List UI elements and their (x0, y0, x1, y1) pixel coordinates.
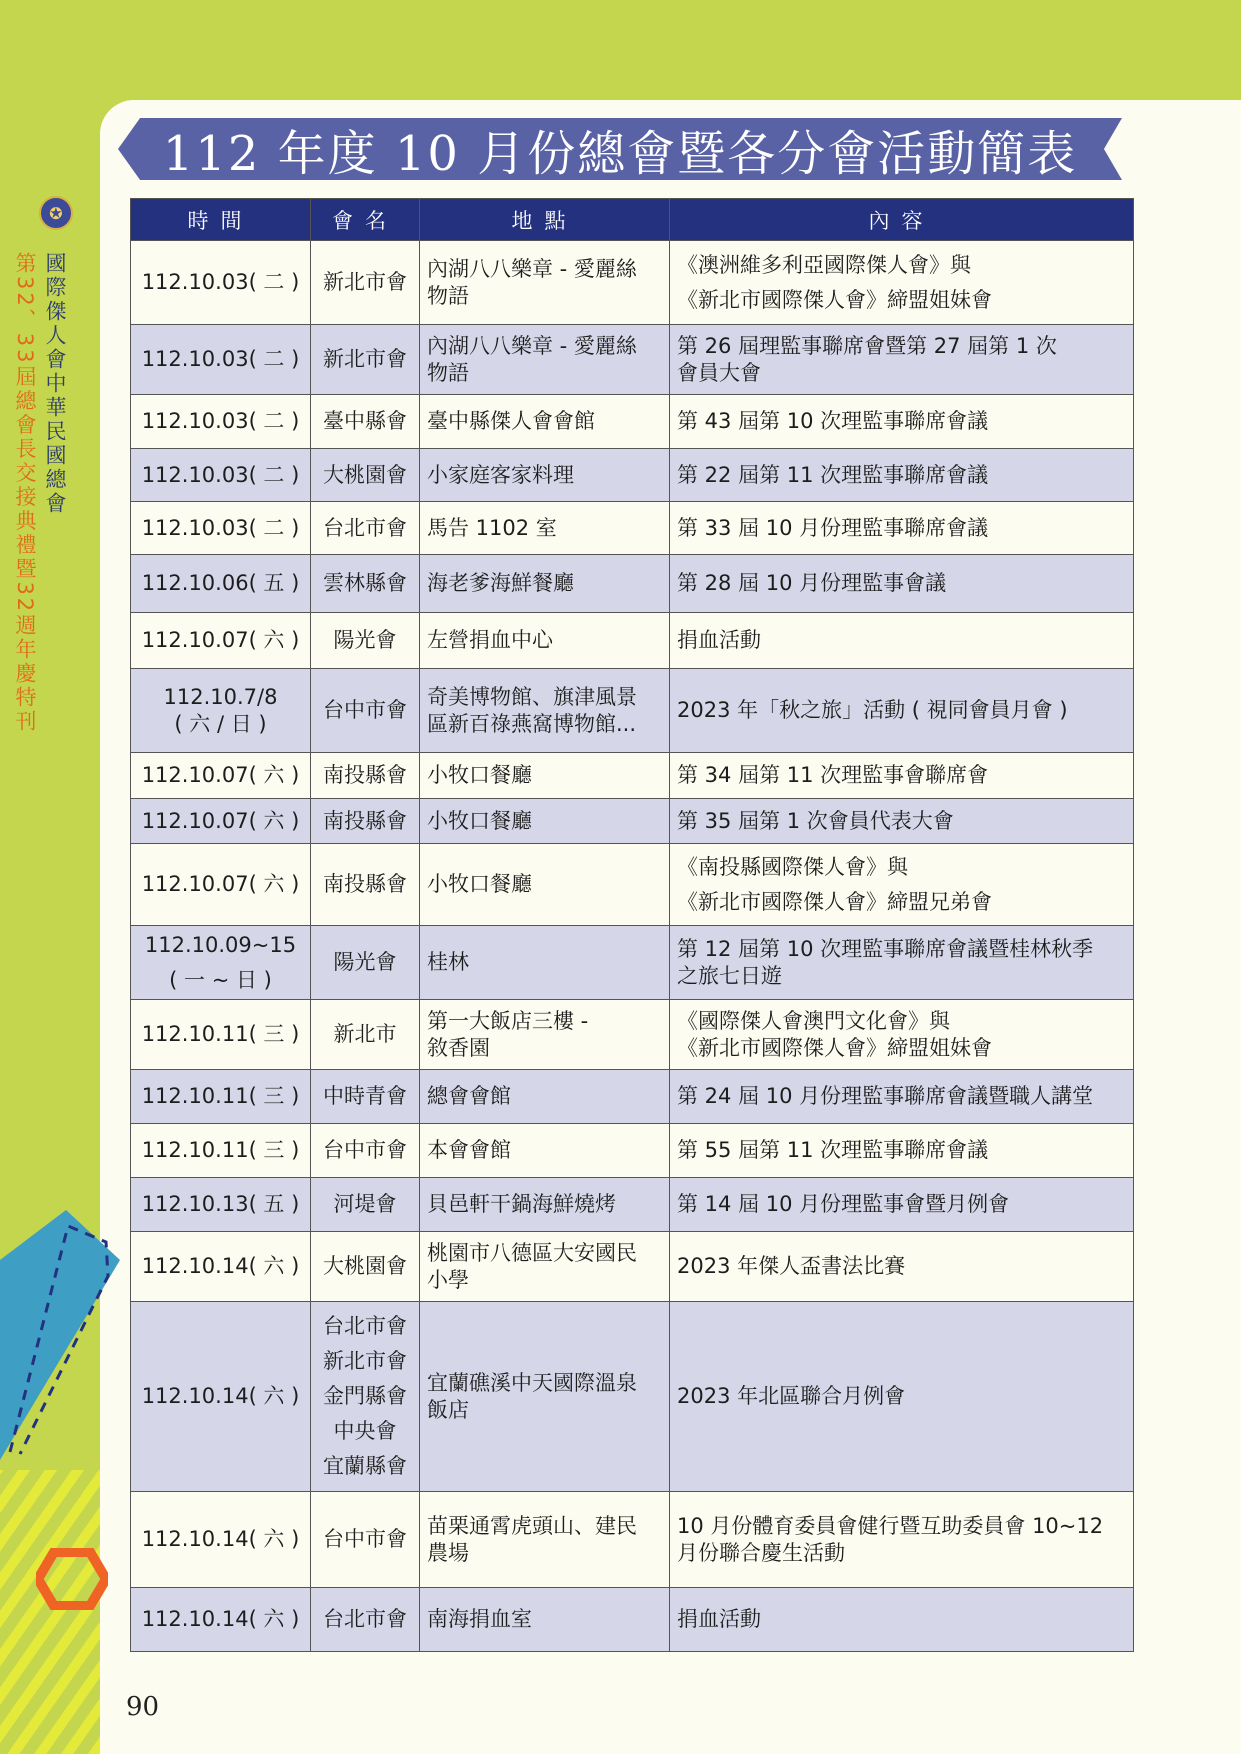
cell-content: 第 34 屆第 11 次理監事會聯席會 (670, 753, 1134, 799)
cell-org: 南投縣會 (311, 799, 420, 844)
cell-org: 台中市會 (311, 1124, 420, 1178)
cell-org: 陽光會 (311, 613, 420, 669)
cell-place: 左營捐血中心 (420, 613, 670, 669)
table-header-row (131, 199, 1134, 241)
cell-org: 南投縣會 (311, 844, 420, 926)
cell-content: 《南投縣國際傑人會》與 《新北市國際傑人會》締盟兄弟會 (670, 844, 1134, 926)
header-content: 內容 (670, 199, 1134, 241)
cell-place: 海老爹海鮮餐廳 (420, 555, 670, 613)
table-row (131, 1302, 1134, 1492)
cell-date: 112.10.14( 六 ) (131, 1492, 311, 1588)
cell-place: 內湖八八樂章 - 愛麗絲 物語 (420, 241, 670, 325)
cell-place: 苗栗通霄虎頭山、建民 農場 (420, 1492, 670, 1588)
cell-org: 台北市會 新北市會 金門縣會 中央會 宜蘭縣會 (311, 1302, 420, 1492)
cell-date: 112.10.03( 二 ) (131, 325, 311, 395)
cell-org: 新北市 (311, 1000, 420, 1070)
table-row (131, 613, 1134, 669)
cell-place: 小牧口餐廳 (420, 799, 670, 844)
table-row (131, 1232, 1134, 1302)
cell-place: 本會會館 (420, 1124, 670, 1178)
emblem-logo-icon: ✪ (39, 196, 73, 230)
cell-content: 《國際傑人會澳門文化會》與 《新北市國際傑人會》締盟姐妹會 (670, 1000, 1134, 1070)
cell-org: 陽光會 (311, 926, 420, 1000)
table-row (131, 325, 1134, 395)
cell-org: 大桃園會 (311, 1232, 420, 1302)
cell-content: 10 月份體育委員會健行暨互助委員會 10~12 月份聯合慶生活動 (670, 1492, 1134, 1588)
cell-place: 小家庭客家料理 (420, 449, 670, 502)
table-row (131, 502, 1134, 555)
cell-org: 台中市會 (311, 1492, 420, 1588)
table-row (131, 1000, 1134, 1070)
cell-place: 貝邑軒干鍋海鮮燒烤 (420, 1178, 670, 1232)
cell-place: 南海捐血室 (420, 1588, 670, 1652)
cell-content: 第 28 屆 10 月份理監事會議 (670, 555, 1134, 613)
table-row (131, 555, 1134, 613)
table-row (131, 799, 1134, 844)
cell-date: 112.10.14( 六 ) (131, 1302, 311, 1492)
table-row (131, 1070, 1134, 1124)
sidebar-org-name: 國際傑人會中華民國總會 (43, 252, 67, 516)
cell-org: 新北市會 (311, 241, 420, 325)
cell-content: 第 14 屆 10 月份理監事會暨月例會 (670, 1178, 1134, 1232)
cell-date: 112.10.14( 六 ) (131, 1232, 311, 1302)
table-row (131, 1492, 1134, 1588)
cell-content: 捐血活動 (670, 1588, 1134, 1652)
cell-date: 112.10.07( 六 ) (131, 613, 311, 669)
table-row (131, 395, 1134, 449)
table-row (131, 1124, 1134, 1178)
cell-org: 台中市會 (311, 669, 420, 753)
cell-content: 第 26 屆理監事聯席會暨第 27 屆第 1 次 會員大會 (670, 325, 1134, 395)
cell-content: 2023 年「秋之旅」活動 ( 視同會員月會 ) (670, 669, 1134, 753)
cell-org: 大桃園會 (311, 449, 420, 502)
activity-schedule-table (130, 198, 1134, 1652)
table-row (131, 241, 1134, 325)
cell-content: 第 12 屆第 10 次理監事聯席會議暨桂林秋季 之旅七日遊 (670, 926, 1134, 1000)
cell-date: 112.10.11( 三 ) (131, 1124, 311, 1178)
decorative-hexagon-icon (36, 1548, 108, 1610)
table-row (131, 669, 1134, 753)
sidebar-title (13, 252, 70, 735)
header-date: 時間 (131, 199, 311, 241)
table-row (131, 926, 1134, 1000)
cell-date: 112.10.03( 二 ) (131, 502, 311, 555)
cell-place: 宜蘭礁溪中天國際溫泉 飯店 (420, 1302, 670, 1492)
decorative-stripes (0, 1470, 100, 1754)
sidebar-issue: 第32、33屆總會長交接典禮暨32週年慶特刊 (13, 252, 37, 735)
cell-place: 內湖八八樂章 - 愛麗絲 物語 (420, 325, 670, 395)
cell-date: 112.10.03( 二 ) (131, 241, 311, 325)
cell-date: 112.10.09~15 ( 一 ~ 日 ) (131, 926, 311, 1000)
cell-content: 捐血活動 (670, 613, 1134, 669)
cell-content: 第 55 屆第 11 次理監事聯席會議 (670, 1124, 1134, 1178)
cell-place: 奇美博物館、旗津風景 區新百祿燕窩博物館... (420, 669, 670, 753)
page-title: 112 年度 10 月份總會暨各分會活動簡表 (162, 125, 1078, 182)
table-row (131, 1588, 1134, 1652)
cell-content: 第 35 屆第 1 次會員代表大會 (670, 799, 1134, 844)
cell-date: 112.10.07( 六 ) (131, 753, 311, 799)
table-row (131, 1178, 1134, 1232)
cell-date: 112.10.07( 六 ) (131, 844, 311, 926)
cell-content: 《澳洲維多利亞國際傑人會》與 《新北市國際傑人會》締盟姐妹會 (670, 241, 1134, 325)
table-row (131, 844, 1134, 926)
page-number: 90 (126, 1692, 160, 1722)
cell-date: 112.10.07( 六 ) (131, 799, 311, 844)
cell-date: 112.10.03( 二 ) (131, 395, 311, 449)
cell-date: 112.10.14( 六 ) (131, 1588, 311, 1652)
cell-place: 第一大飯店三樓 - 敘香園 (420, 1000, 670, 1070)
cell-date: 112.10.03( 二 ) (131, 449, 311, 502)
cell-org: 台北市會 (311, 1588, 420, 1652)
header-org: 會名 (311, 199, 420, 241)
cell-content: 第 33 屆 10 月份理監事聯席會議 (670, 502, 1134, 555)
cell-content: 第 24 屆 10 月份理監事聯席會議暨職人講堂 (670, 1070, 1134, 1124)
cell-place: 總會會館 (420, 1070, 670, 1124)
cell-date: 112.10.11( 三 ) (131, 1070, 311, 1124)
cell-place: 桃園市八德區大安國民 小學 (420, 1232, 670, 1302)
cell-content: 第 43 屆第 10 次理監事聯席會議 (670, 395, 1134, 449)
cell-date: 112.10.11( 三 ) (131, 1000, 311, 1070)
cell-date: 112.10.7/8 ( 六 / 日 ) (131, 669, 311, 753)
cell-content: 第 22 屆第 11 次理監事聯席會議 (670, 449, 1134, 502)
cell-org: 南投縣會 (311, 753, 420, 799)
cell-date: 112.10.13( 五 ) (131, 1178, 311, 1232)
cell-content: 2023 年傑人盃書法比賽 (670, 1232, 1134, 1302)
cell-org: 中時青會 (311, 1070, 420, 1124)
cell-content: 2023 年北區聯合月例會 (670, 1302, 1134, 1492)
cell-org: 雲林縣會 (311, 555, 420, 613)
cell-org: 台北市會 (311, 502, 420, 555)
cell-org: 新北市會 (311, 325, 420, 395)
cell-place: 小牧口餐廳 (420, 753, 670, 799)
decorative-dashed-outline (8, 1216, 118, 1456)
cell-org: 河堤會 (311, 1178, 420, 1232)
cell-place: 臺中縣傑人會會館 (420, 395, 670, 449)
header-place: 地點 (420, 199, 670, 241)
cell-date: 112.10.06( 五 ) (131, 555, 311, 613)
cell-org: 臺中縣會 (311, 395, 420, 449)
table-row (131, 449, 1134, 502)
table-row (131, 753, 1134, 799)
cell-place: 馬告 1102 室 (420, 502, 670, 555)
cell-place: 桂林 (420, 926, 670, 1000)
cell-place: 小牧口餐廳 (420, 844, 670, 926)
